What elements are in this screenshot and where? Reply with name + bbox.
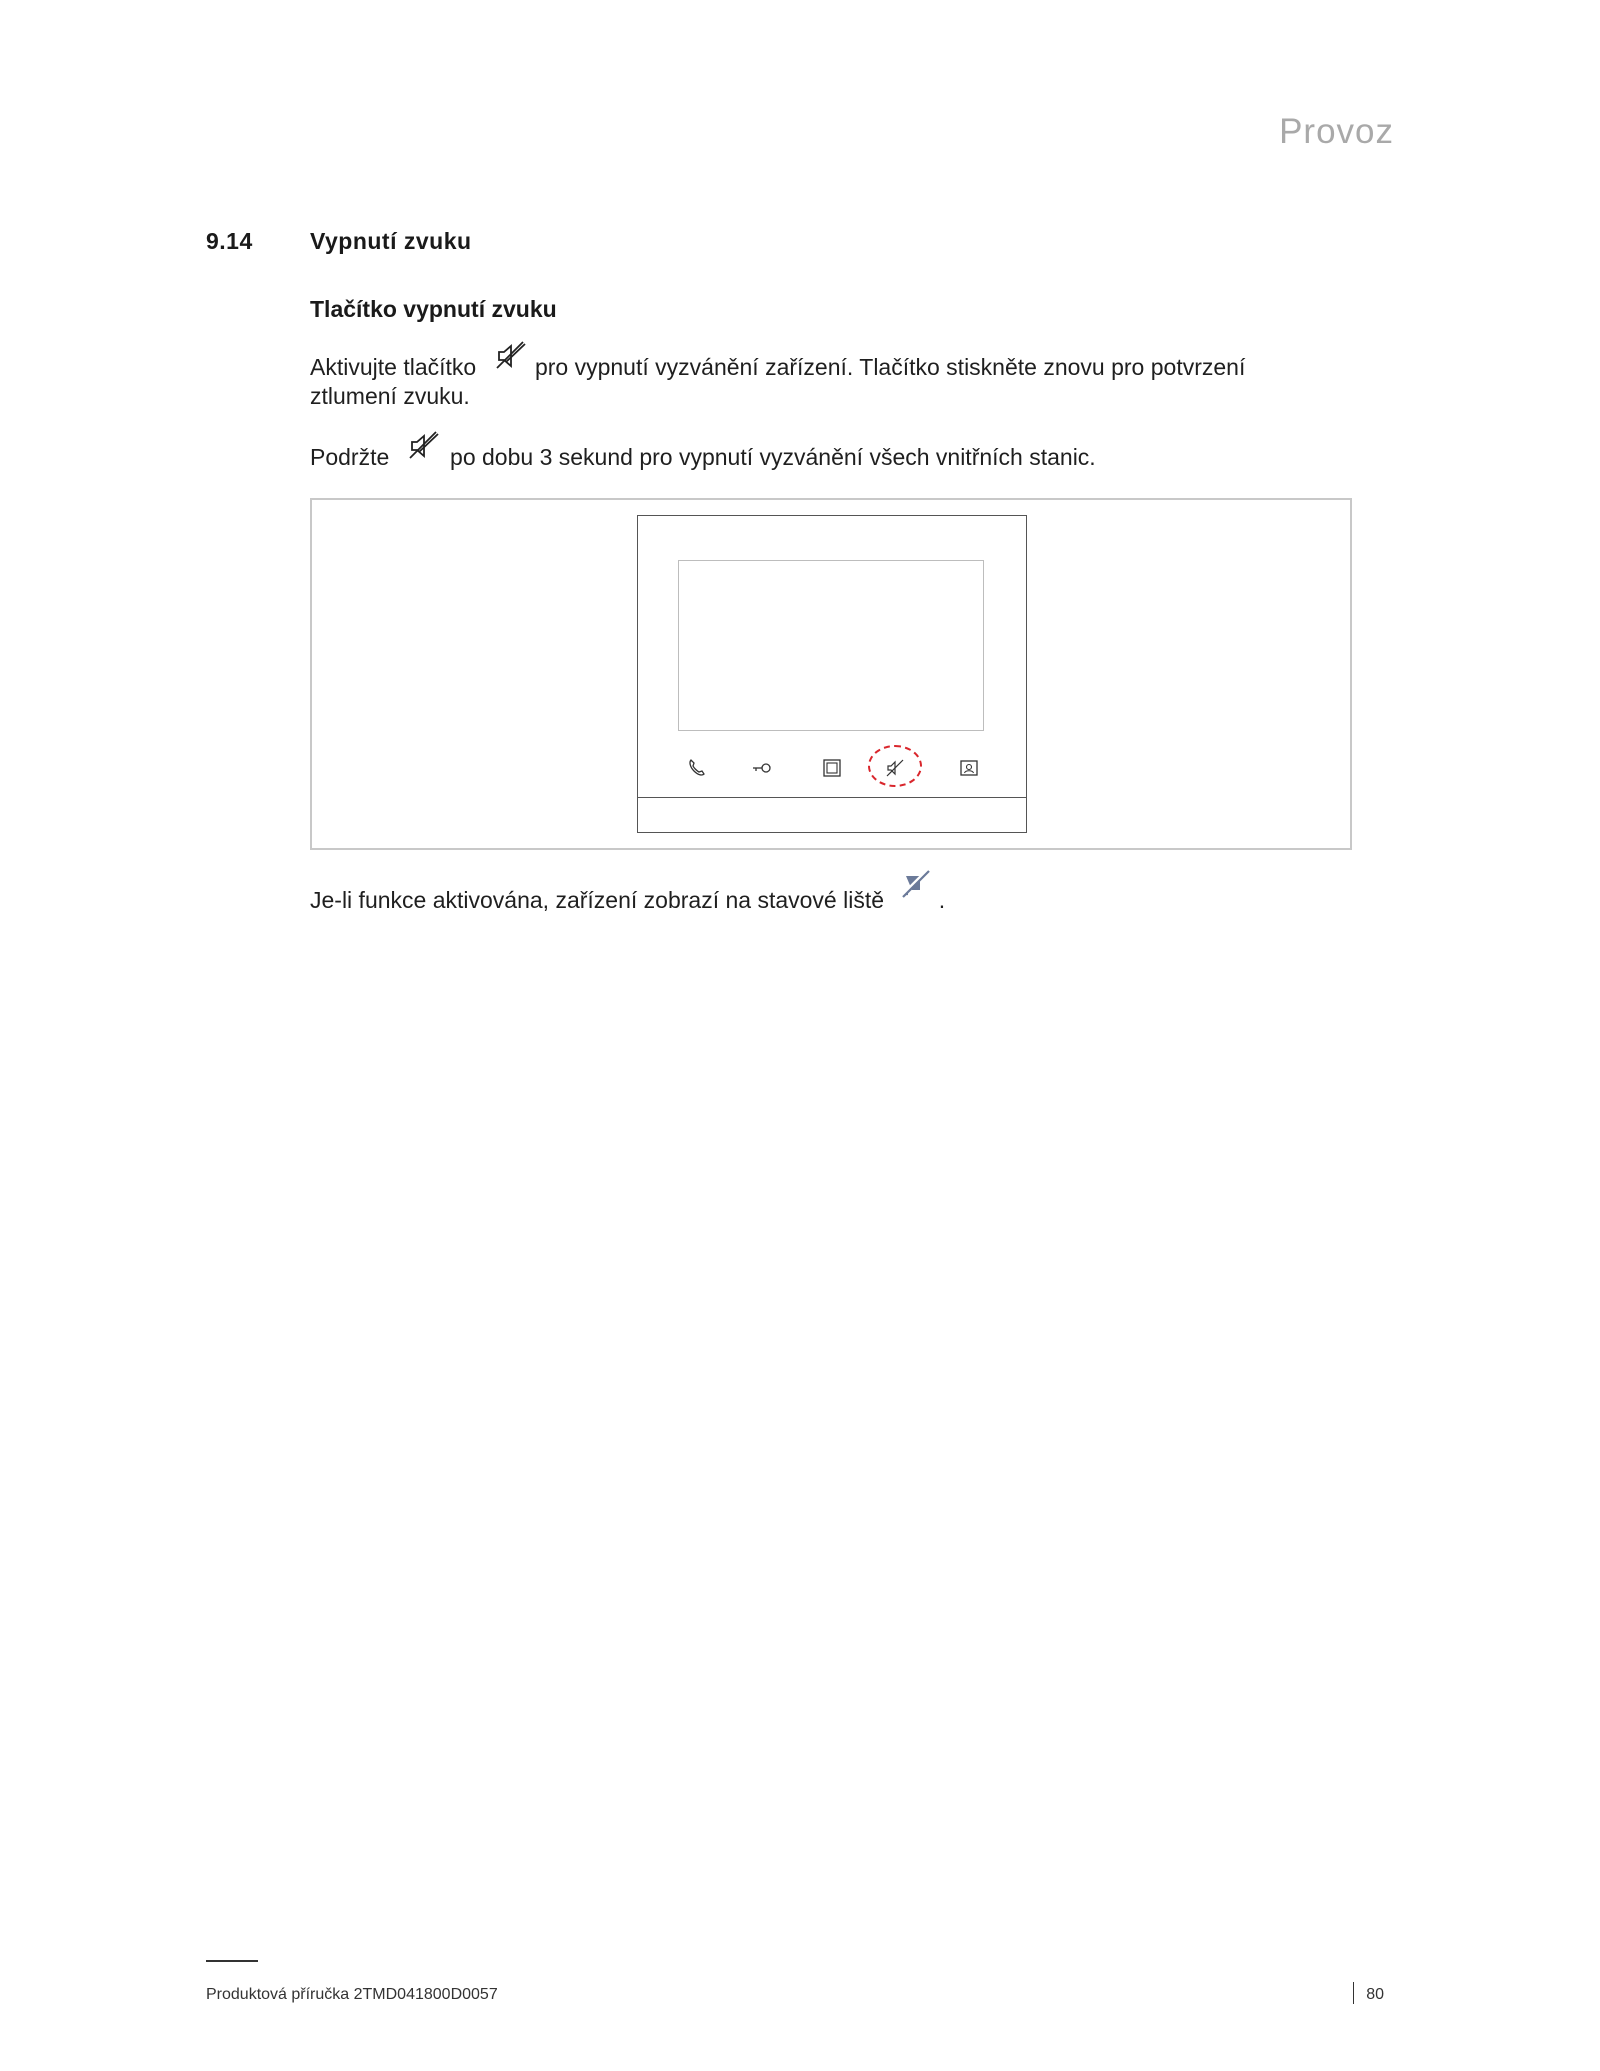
paragraph-1-line-2: ztlumení zvuku. [310, 383, 470, 409]
paragraph-3-text-before: Je-li funkce aktivována, zařízení zobrazí na stavové liště [310, 887, 885, 913]
paragraph-2-text-before: Podržte [310, 444, 390, 470]
paragraph-1-text-before: Aktivujte tlačítko [310, 354, 477, 380]
paragraph-1-line-1 [310, 354, 1245, 381]
mute-button-highlight [868, 745, 922, 787]
contacts-icon [958, 757, 980, 779]
phone-icon [686, 757, 708, 779]
paragraph-3-text-after: . [938, 887, 946, 913]
paragraph-2-text-after: po dobu 3 sekund pro vypnutí vyzvánění všech vnitřních stanic. [450, 444, 1096, 470]
key-icon [751, 757, 773, 779]
device-screen [678, 560, 984, 731]
muted-status-icon-inline [890, 888, 932, 908]
paragraph-2 [310, 444, 1096, 471]
mute-icon-inline-2 [396, 445, 444, 465]
section-number: 9.14 [206, 228, 253, 254]
page-section-header: Provoz [1279, 112, 1394, 151]
paragraph-1-text-after: pro vypnutí vyzvánění zařízení. Tlačítko stiskněte znovu pro potvrzení [534, 354, 1246, 380]
mute-icon [493, 338, 527, 374]
footer-manual-title: Produktová příručka 2TMD041800D0057 [206, 1986, 498, 2003]
footer-rule [206, 1960, 258, 1962]
subsection-title: Tlačítko vypnutí zvuku [310, 296, 557, 322]
mute-icon-inline-1 [483, 355, 529, 375]
device-illustration [310, 498, 1352, 850]
surveillance-icon [821, 757, 843, 779]
paragraph-3 [310, 887, 945, 914]
section-title: Vypnutí zvuku [310, 228, 472, 254]
footer-page-number: 80 [1366, 1986, 1384, 2003]
mute-icon [406, 428, 440, 464]
device-bottom-edge [638, 797, 1026, 798]
footer-page-separator [1353, 1982, 1354, 2004]
muted-status-icon [898, 866, 932, 902]
indoor-station-device [637, 515, 1027, 833]
